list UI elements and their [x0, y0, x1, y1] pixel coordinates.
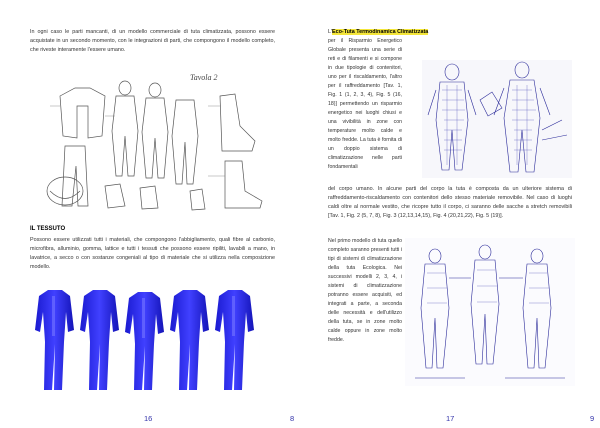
tavola-2-drawing — [30, 66, 275, 216]
section-heading: IL TESSUTO — [30, 226, 66, 232]
para1-continuation: del corpo umano. In alcune parti del corpo la tuta è composta da un ulteriore sistema di raffreddamento-riscaldamento con contenitori dello stesso materiale removibile. Nel caso di luoghi caldi oltre al normale vestito, che ricopre tutto il corpo, ci saranno delle sacche a stretch removibili [Tav. 1, Fig. 2 (5, 7, 8), Fig. 3 (12,13,14,15), Fig. 4 (20,21,22), Fig. 5 (19)]. — [328, 186, 572, 219]
para2: Nel primo modello di tuta quello completo saranno presenti tutti i tipi di sistemi di climatizzazione della tuta Ecologica. Nei successivi modelli 2, 3, 4, i sistemi di climatizzazione potranno essere acquisiti, ed integrati a parte, a seconda delle necessità e dell'utilizzo della tuta, se in zone molto calde oppure in zone molto fredde. — [328, 238, 402, 343]
para1-prefix: L' — [328, 29, 333, 35]
para1-intro — [328, 28, 572, 37]
wetsuits-photo — [30, 282, 275, 394]
suit-sketch-1 — [422, 60, 572, 178]
section-body: Possono essere utilizzati tutti i materiali, che compongono l'abbigliamento, quali fibre al carbonio, microfibra, alluminio, gomma, lattice e tutti i tessuti che possono essere ripiliti, lavabili a mano, in lavatrice, a secco o con sostanze congeniali al tipo di materiale che si utilizza nella composizione modello. — [30, 237, 275, 270]
page-number-8: 8 — [290, 414, 295, 423]
product-name-highlight: Eco-Tuta Termodinamica Climatizzata — [332, 29, 429, 35]
right-page — [300, 0, 600, 428]
figure-title: Tavola 2 — [190, 73, 218, 82]
sketch-diving-suits — [422, 60, 572, 178]
page-number-16: 16 — [144, 414, 153, 423]
suits-illustration — [30, 282, 275, 394]
technical-drawing — [30, 66, 275, 216]
suit-sketch-2 — [405, 238, 575, 386]
page-number-17: 17 — [446, 414, 455, 423]
para1-body: per il Risparmio Energetico Globale presenta una serie di reti e di filamenti e si compone in due tipologie di contenitori, uno per il riscaldamento, l'altro per il raffreddamento [Tav. 1, Fig. 1 (1, 2, 3, 4), Fig. 5 (16, 18)] permettendo un risparmio energetico nei luoghi chiusi e una vivibilità in zone con temperature molto calde e molto fredde. La tuta è fornita di un doppio sistema di climatizzazione nelle parti fondamentali — [328, 38, 402, 170]
sketch-figures — [405, 238, 575, 386]
page-number-9: 9 — [590, 414, 595, 423]
intro-paragraph: In ogni caso le parti mancanti, di un modello commerciale di tuta climatizzata, possono essere acquistate in un secondo momento, con le integrazioni di parti, che compongono il modello completo, che riveste interamente l'essere umano. — [30, 29, 275, 53]
